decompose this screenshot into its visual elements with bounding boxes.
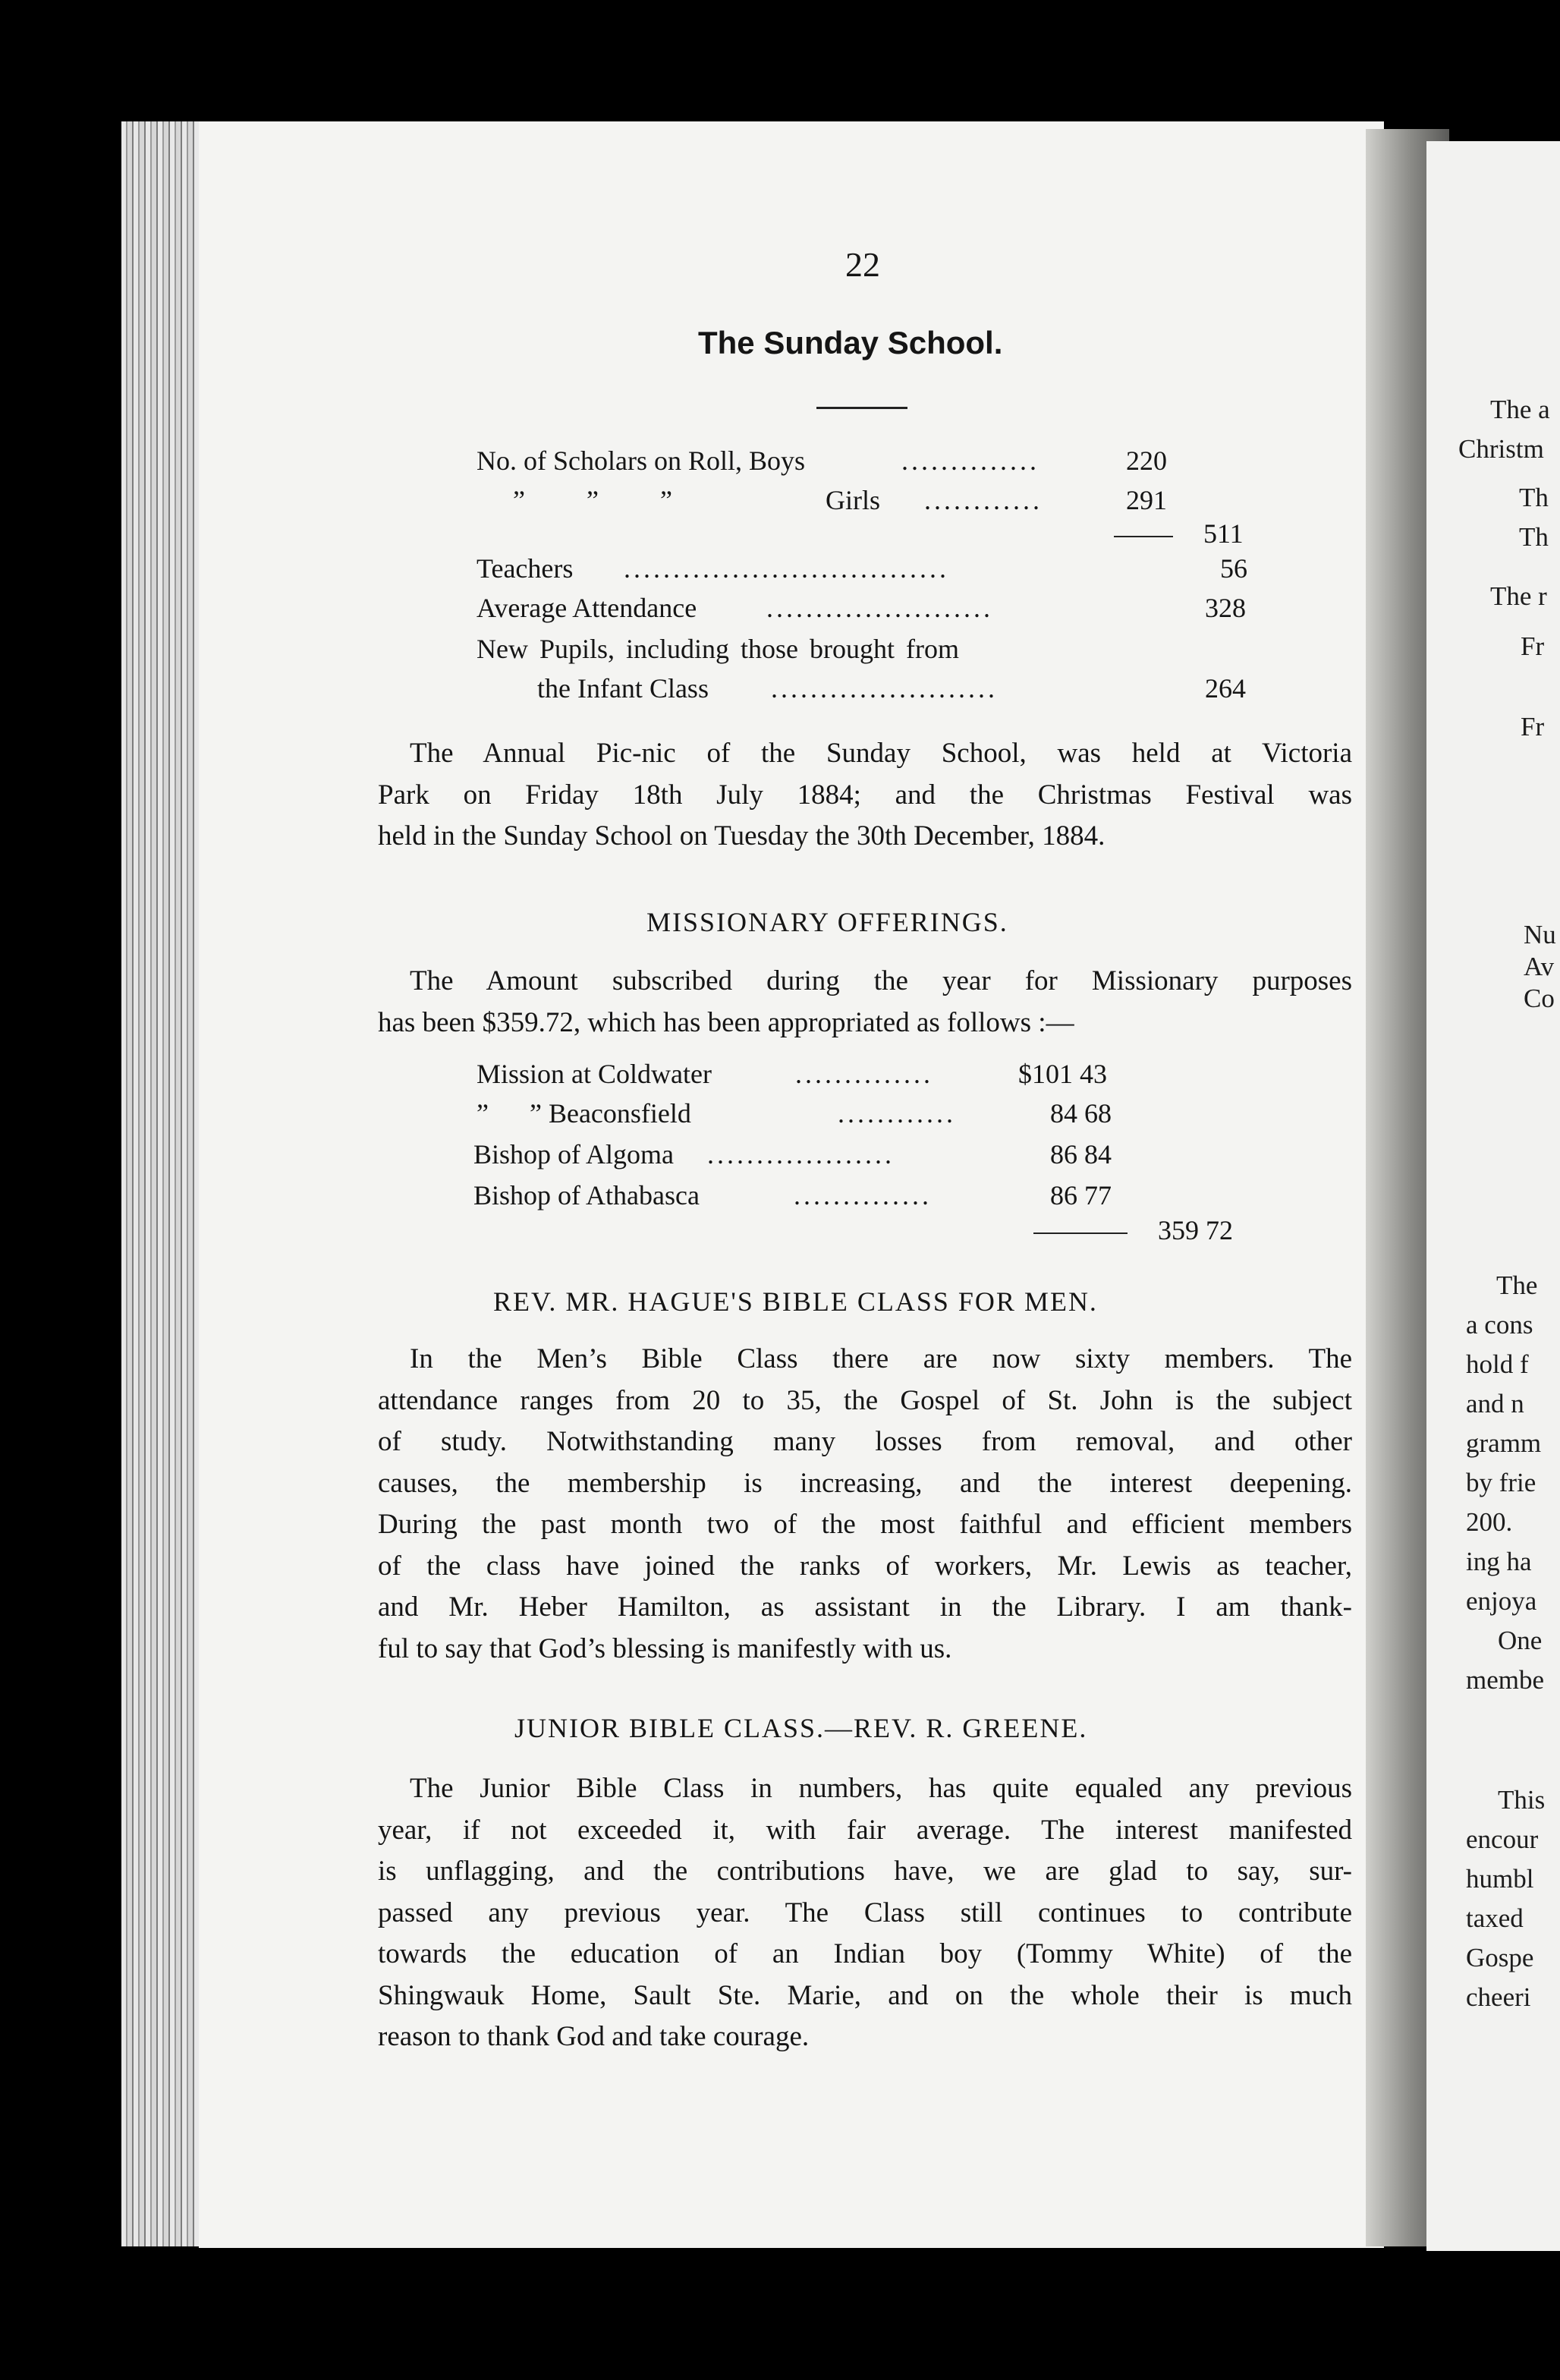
facing-line: Nu <box>1524 920 1556 949</box>
text-line: ful to say that God’s blessing is manifestly with us. <box>378 1632 952 1664</box>
leader-dots: ................................. <box>624 553 949 584</box>
text-line: The Annual Pic-nic of the Sunday School, was held at Victoria <box>410 738 1352 769</box>
facing-line: One <box>1498 1626 1543 1655</box>
facing-line: a cons <box>1466 1310 1533 1340</box>
facing-line: This <box>1498 1785 1546 1815</box>
offering-amount: 86 77 <box>1050 1180 1112 1210</box>
leader-dots: ....................... <box>771 673 998 704</box>
facing-line: The <box>1496 1270 1538 1300</box>
facing-line: and n <box>1466 1389 1524 1418</box>
facing-line: The a <box>1490 395 1550 424</box>
leader-dots: ................... <box>707 1139 895 1170</box>
offering-amount: 84 68 <box>1050 1098 1112 1129</box>
picnic-paragraph <box>378 733 1352 858</box>
text-line: towards the education of an Indian boy (Tommy White) of the <box>378 1938 1352 1969</box>
page-title: The Sunday School. <box>698 325 1003 360</box>
sum-rule <box>1033 1232 1128 1234</box>
teachers-value: 56 <box>1220 553 1247 584</box>
offering-label: Bishop of Algoma <box>473 1139 675 1170</box>
text-line: has been $359.72, which has been appropriated as follows :— <box>378 1006 1074 1038</box>
hague-heading: REV. MR. HAGUE'S BIBLE CLASS FOR MEN. <box>493 1286 1098 1317</box>
teachers-label: Teachers <box>476 553 574 584</box>
junior-heading: JUNIOR BIBLE CLASS.—REV. R. GREENE. <box>514 1713 1088 1743</box>
facing-line: The r <box>1490 581 1547 611</box>
ditto-marks: ” ” ” <box>513 485 672 515</box>
text-line: and Mr. Heber Hamilton, as assistant in the Library. I am thank- <box>378 1591 1352 1623</box>
text-line: is unflagging, and the contributions have, we are glad to say, sur- <box>378 1856 1352 1887</box>
hague-paragraph <box>378 1339 1352 1670</box>
title-divider <box>816 407 907 409</box>
facing-line: Th <box>1519 522 1549 552</box>
text-line: attendance ranges from 20 to 35, the Gospel of St. John is the subject <box>378 1384 1352 1416</box>
attendance-value: 328 <box>1205 593 1246 623</box>
facing-line: Christm <box>1458 434 1544 464</box>
new-pupils-value: 264 <box>1205 673 1246 704</box>
facing-line: cheeri <box>1466 1982 1531 2012</box>
girls-value: 291 <box>1126 485 1167 515</box>
boys-value: 220 <box>1126 445 1167 476</box>
leader-dots: .............. <box>901 445 1039 476</box>
text-line: reason to thank God and take courage. <box>378 2021 810 2052</box>
sum-rule <box>1114 536 1173 537</box>
text-line: year, if not exceeded it, with fair average. The interest manifested <box>378 1814 1352 1846</box>
facing-line: taxed <box>1466 1903 1524 1933</box>
facing-line: enjoya <box>1466 1586 1537 1616</box>
facing-page <box>1426 141 1560 2251</box>
text-line: In the Men’s Bible Class there are now sixty members. The <box>410 1343 1352 1374</box>
facing-line: 200. <box>1466 1507 1513 1537</box>
girls-label: Girls <box>826 485 880 515</box>
new-pupils-label-cont: the Infant Class <box>537 673 709 704</box>
facing-line: gramm <box>1466 1428 1542 1458</box>
leader-dots: .............. <box>795 1059 933 1089</box>
text-line: The Amount subscribed during the year for Missionary purposes <box>410 965 1352 996</box>
facing-line: hold f <box>1466 1349 1529 1379</box>
text-line: Park on Friday 18th July 1884; and the Christmas Festival was <box>378 779 1352 811</box>
facing-line: Fr <box>1521 712 1545 741</box>
facing-line: humbl <box>1466 1864 1534 1894</box>
new-pupils-label: New Pupils, including those brought from <box>476 634 959 664</box>
text-line: held in the Sunday School on Tuesday the 30th December, 1884. <box>378 820 1106 852</box>
facing-line: Gospe <box>1466 1943 1534 1972</box>
leader-dots: .............. <box>794 1180 932 1210</box>
missionary-intro <box>378 961 1352 1044</box>
book-edge <box>121 121 200 2246</box>
facing-line: Th <box>1519 483 1549 512</box>
scholars-total: 511 <box>1203 518 1244 549</box>
missionary-heading: MISSIONARY OFFERINGS. <box>646 907 1008 937</box>
facing-line: by frie <box>1466 1468 1536 1497</box>
facing-line: Av <box>1524 952 1555 981</box>
facing-line: Co <box>1524 984 1555 1013</box>
offerings-total: 359 72 <box>1158 1215 1233 1245</box>
offering-label: Bishop of Athabasca <box>473 1180 700 1210</box>
facing-line: Fr <box>1521 631 1545 661</box>
boys-label: No. of Scholars on Roll, Boys <box>476 445 806 476</box>
leader-dots: ............ <box>838 1098 956 1129</box>
text-line: of the class have joined the ranks of workers, Mr. Lewis as teacher, <box>378 1550 1352 1582</box>
facing-line: encour <box>1466 1824 1539 1854</box>
offering-amount: 86 84 <box>1050 1139 1112 1170</box>
text-line: of study. Notwithstanding many losses from removal, and other <box>378 1426 1352 1457</box>
offering-label: Mission at Coldwater <box>476 1059 712 1089</box>
facing-line: ing ha <box>1466 1547 1532 1576</box>
offering-label: ” ” Beaconsfield <box>476 1098 691 1129</box>
leader-dots: ....................... <box>766 593 993 623</box>
text-line: causes, the membership is increasing, and the interest deepening. <box>378 1467 1352 1499</box>
attendance-label: Average Attendance <box>476 593 697 623</box>
junior-paragraph <box>378 1768 1352 2058</box>
text-line: Shingwauk Home, Sault Ste. Marie, and on the whole their is much <box>378 1979 1352 2011</box>
text-line: The Junior Bible Class in numbers, has quite equaled any previous <box>410 1773 1352 1804</box>
page-number: 22 <box>845 245 880 284</box>
text-line: During the past month two of the most faithful and efficient members <box>378 1509 1352 1540</box>
leader-dots: ............ <box>924 485 1043 515</box>
facing-line: membe <box>1466 1665 1545 1695</box>
text-line: passed any previous year. The Class still continues to contribute <box>378 1897 1352 1928</box>
offering-amount: $101 43 <box>1018 1059 1107 1089</box>
